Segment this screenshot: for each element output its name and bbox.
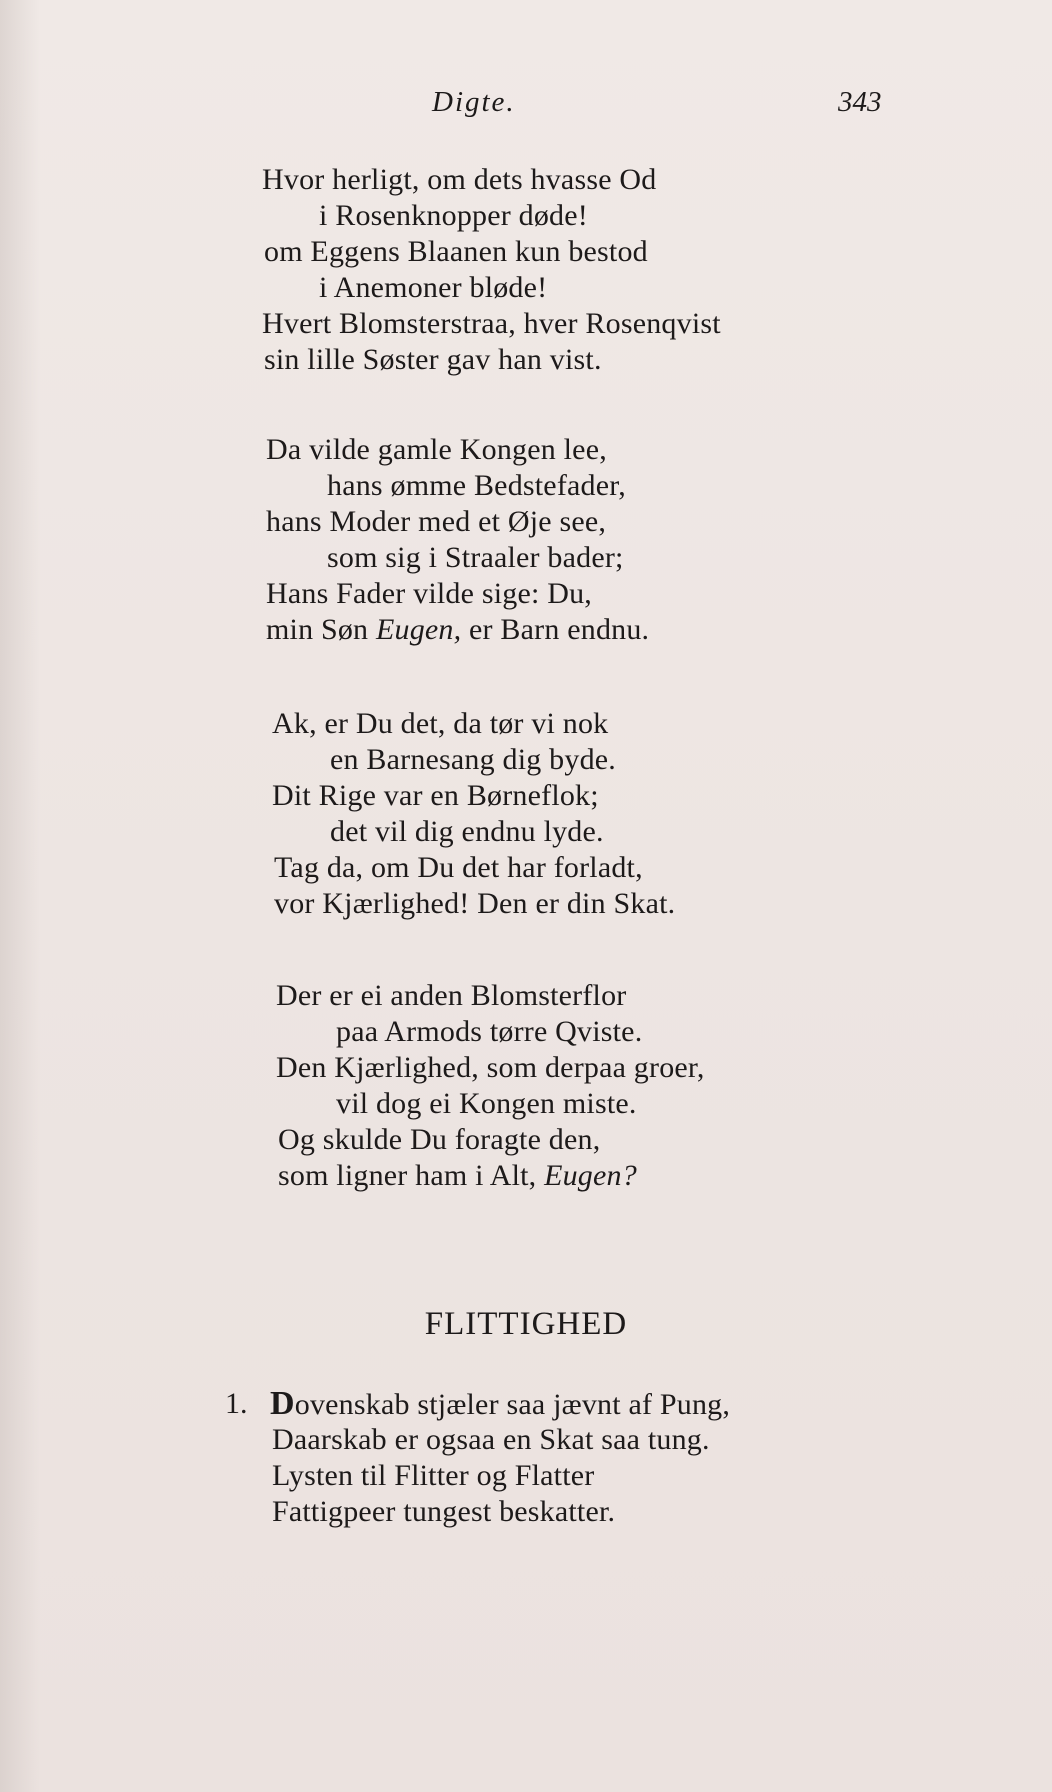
verse-line: paa Armods tørre Qviste.	[336, 1015, 643, 1048]
verse-line: i Anemoner bløde!	[319, 271, 548, 304]
verse-text: som ligner ham i Alt,	[278, 1159, 545, 1192]
verse-line: det vil dig endnu lyde.	[330, 815, 604, 848]
verse-line: Der er ei anden Blomsterflor	[276, 979, 627, 1012]
verse-text: er Barn endnu.	[461, 613, 650, 646]
verse-line: vil dog ei Kongen miste.	[336, 1087, 637, 1120]
verse-line: Tag da, om Du det har forladt,	[274, 851, 643, 884]
verse-line: Fattigpeer tungest beskatter.	[272, 1495, 616, 1528]
verse-text: min Søn	[266, 613, 376, 646]
verse-line: som sig i Straaler bader;	[327, 541, 624, 574]
verse-line	[266, 612, 649, 648]
verse-line: hans Moder med et Øje see,	[266, 505, 607, 538]
verse-line: Hvert Blomsterstraa, hver Rosenqvist	[262, 307, 721, 340]
running-title: Digte.	[432, 86, 516, 118]
verse-line: Da vilde gamle Kongen lee,	[266, 433, 607, 466]
verse-line: Hans Fader vilde sige: Du,	[266, 577, 592, 610]
verse-line: Daarskab er ogsaa en Skat saa tung.	[272, 1423, 710, 1456]
name-eugen: Eugen,	[375, 613, 462, 646]
verse-line: Ak, er Du det, da tør vi nok	[272, 707, 609, 740]
page-number: 343	[838, 86, 882, 118]
name-eugen: Eugen?	[544, 1159, 637, 1192]
running-head	[0, 86, 1052, 126]
verse-line: hans ømme Bedstefader,	[327, 469, 626, 502]
section-title: FLITTIGHED	[424, 1306, 628, 1342]
verse-line: vor Kjærlighed! Den er din Skat.	[274, 887, 676, 920]
verse-line: Lysten til Flitter og Flatter	[272, 1459, 595, 1492]
verse-line: Den Kjærlighed, som derpaa groer,	[276, 1051, 705, 1084]
verse-line: i Rosenknopper døde!	[319, 199, 588, 232]
verse-line: Hvor herligt, om dets hvasse Od	[262, 163, 657, 196]
drop-letter: D	[270, 1385, 295, 1422]
verse-line: Dit Rige var en Børneflok;	[272, 779, 599, 812]
verse-line	[270, 1386, 730, 1423]
verse-line: en Barnesang dig byde.	[330, 743, 616, 776]
verse-line	[278, 1158, 637, 1194]
verse-line: Og skulde Du foragte den,	[278, 1123, 601, 1156]
verse-line: om Eggens Blaanen kun bestod	[264, 235, 648, 268]
verse-number: 1.	[225, 1387, 248, 1420]
verse-text: ovenskab stjæler saa jævnt af Pung,	[294, 1388, 731, 1421]
verse-line: sin lille Søster gav han vist.	[264, 343, 602, 376]
